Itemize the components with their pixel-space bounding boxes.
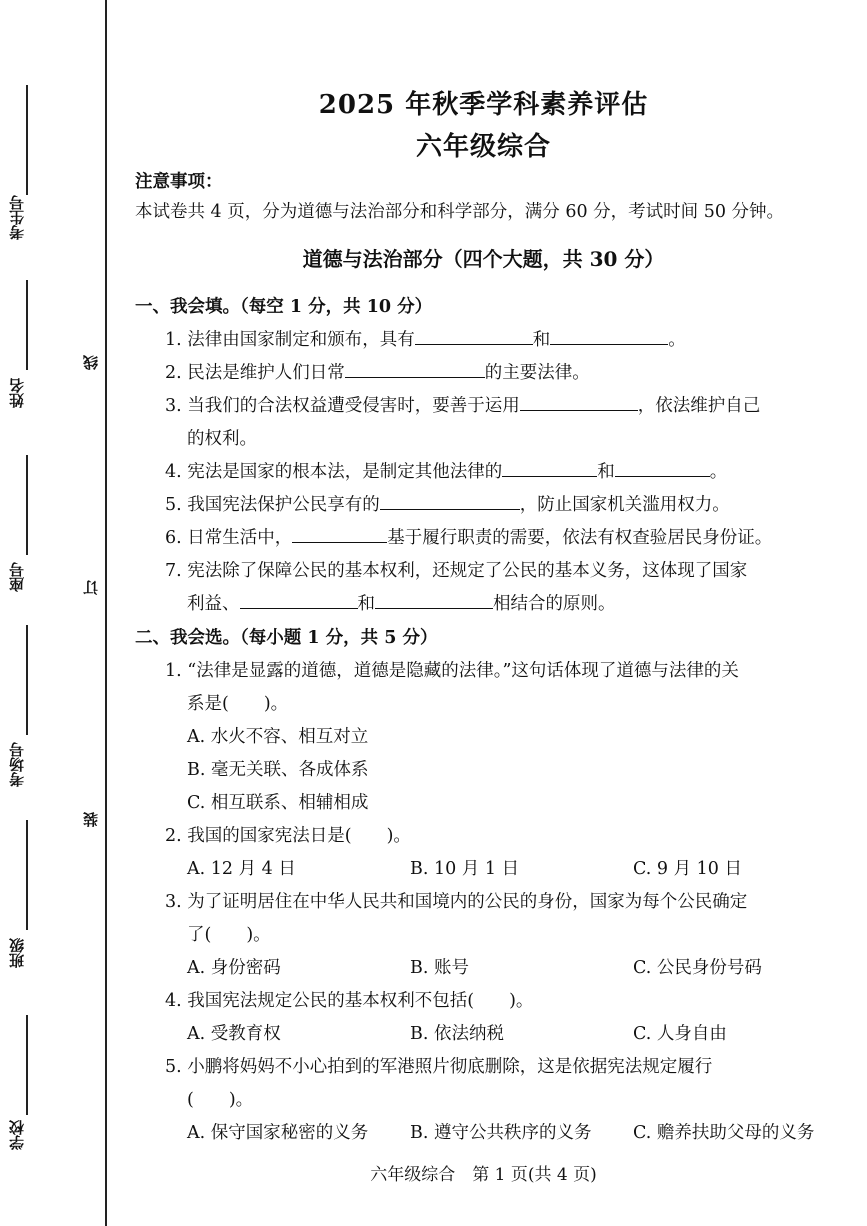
option-c[interactable]: C. 人身自由 <box>633 1024 727 1044</box>
cut-mark-line: 线 <box>82 355 100 370</box>
option-a[interactable]: A. 水火不容、相互对立 <box>187 727 369 747</box>
seat-blank[interactable] <box>26 455 28 555</box>
part2-q1: 1. “法律是显露的道德，道德是隐藏的法律。”这句话体现了道德与法律的关 <box>165 661 739 681</box>
exam-room-label: 考场号 <box>8 742 26 787</box>
part2-heading: 二、我会选。（每小题 1 分，共 5 分） <box>135 628 438 648</box>
part2-q2: 2. 我国的国家宪法日是( )。 <box>165 826 411 846</box>
student-id-label: 考生号 <box>8 195 26 240</box>
notice-text: 本试卷共 4 页，分为道德与法治部分和科学部分，满分 60 分，考试时间 50 分钟。 <box>135 202 785 222</box>
answer-blank[interactable] <box>345 359 485 378</box>
part1-heading: 一、我会填。（每空 1 分，共 10 分） <box>135 297 433 317</box>
part1-q5: 5. 我国宪法保护公民享有的 ，防止国家机关滥用权力。 <box>165 491 730 516</box>
option-c[interactable]: C. 公民身份号码 <box>633 958 762 978</box>
answer-blank[interactable] <box>415 326 533 345</box>
answer-blank[interactable] <box>380 491 520 510</box>
answer-blank[interactable] <box>615 458 710 477</box>
answer-blank[interactable] <box>292 524 387 543</box>
option-a[interactable]: A. 身份密码 <box>187 958 281 978</box>
part2-q5: 5. 小鹏将妈妈不小心拍到的军港照片彻底删除，这是依据宪法规定履行 <box>165 1057 713 1077</box>
name-label: 姓名 <box>8 378 26 408</box>
option-b[interactable]: B. 10 月 1 日 <box>410 859 520 879</box>
page-footer: 六年级综合 第 1 页(共 4 页) <box>370 1165 597 1185</box>
part2-q4: 4. 我国宪法规定公民的基本权利不包括( )。 <box>165 991 534 1011</box>
cut-mark-bind: 装 <box>82 812 100 827</box>
page-subtitle: 六年级综合 <box>415 132 551 162</box>
part1-q2: 2. 民法是维护人们日常 的主要法律。 <box>165 359 590 384</box>
option-b[interactable]: B. 账号 <box>410 958 469 978</box>
answer-blank[interactable] <box>375 590 493 609</box>
part1-q7-cont: 利益、 和 相结合的原则。 <box>187 590 616 615</box>
part1-q6: 6. 日常生活中， 基于履行职责的需要，依法有权查验居民身份证。 <box>165 524 772 549</box>
option-a[interactable]: A. 12 月 4 日 <box>187 859 296 879</box>
part2-q5-cont: ( )。 <box>187 1090 254 1110</box>
option-a[interactable]: A. 受教育权 <box>187 1024 281 1044</box>
name-blank[interactable] <box>26 280 28 370</box>
part2-q3-cont: 了( )。 <box>187 925 271 945</box>
part1-q7: 7. 宪法除了保障公民的基本权利，还规定了公民的基本义务，这体现了国家 <box>165 561 748 581</box>
part1-q4: 4. 宪法是国家的根本法，是制定其他法律的 和 。 <box>165 458 727 483</box>
answer-blank[interactable] <box>550 326 668 345</box>
part2-q1-cont: 系是( )。 <box>187 694 289 714</box>
option-b[interactable]: B. 遵守公共秩序的义务 <box>410 1123 592 1143</box>
option-b[interactable]: B. 毫无关联、各成体系 <box>187 760 369 780</box>
student-id-blank[interactable] <box>26 85 28 195</box>
part1-q3-cont: 的权利。 <box>187 429 257 449</box>
option-a[interactable]: A. 保守国家秘密的义务 <box>187 1123 369 1143</box>
exam-room-blank[interactable] <box>26 625 28 735</box>
option-c[interactable]: C. 相互联系、相辅相成 <box>187 793 369 813</box>
answer-blank[interactable] <box>240 590 358 609</box>
option-c[interactable]: C. 9 月 10 日 <box>633 859 742 879</box>
answer-blank[interactable] <box>502 458 597 477</box>
school-label: 学校 <box>8 1120 26 1150</box>
section-title: 道德与法治部分（四个大题，共 30 分） <box>302 247 665 271</box>
cut-mark-order: 订 <box>82 580 100 595</box>
school-blank[interactable] <box>26 1015 28 1115</box>
binding-line <box>105 0 107 1226</box>
class-blank[interactable] <box>26 820 28 930</box>
part1-q1: 1. 法律由国家制定和颁布，具有 和 。 <box>165 326 686 351</box>
seat-label: 座号 <box>8 562 26 592</box>
page-title: 2025 年秋季学科素养评估 <box>318 90 649 120</box>
option-c[interactable]: C. 赡养扶助父母的义务 <box>633 1123 815 1143</box>
part2-q3: 3. 为了证明居住在中华人民共和国境内的公民的身份，国家为每个公民确定 <box>165 892 748 912</box>
notice-heading: 注意事项： <box>135 172 223 192</box>
class-label: 班级 <box>8 938 26 968</box>
part1-q3: 3. 当我们的合法权益遭受侵害时，要善于运用 ，依法维护自己 <box>165 392 760 417</box>
option-b[interactable]: B. 依法纳税 <box>410 1024 504 1044</box>
answer-blank[interactable] <box>520 392 638 411</box>
